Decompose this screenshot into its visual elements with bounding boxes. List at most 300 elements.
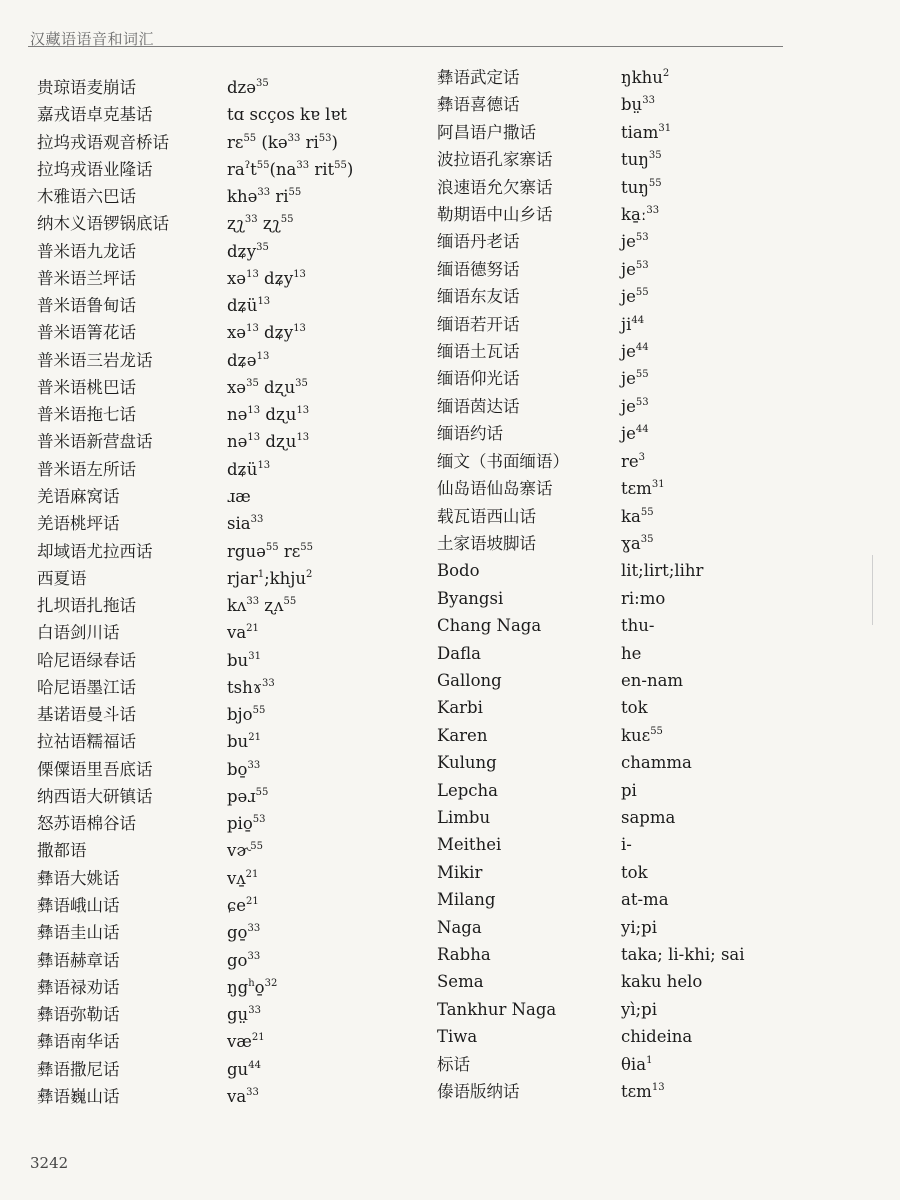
- language-name: Karen: [437, 725, 488, 745]
- tone-superscript: 33: [246, 596, 260, 608]
- word-form: [621, 313, 644, 337]
- form-text: bjo: [227, 705, 253, 725]
- form-text: yi;pi: [621, 917, 657, 937]
- tone-superscript: 21: [251, 1032, 265, 1044]
- word-form: [227, 131, 338, 155]
- language-name: 基诺语曼斗话: [37, 705, 136, 725]
- word-form: [227, 430, 309, 454]
- language-name: 缅文（书面缅语）: [437, 451, 569, 471]
- form-text: dʑy: [258, 323, 294, 343]
- word-form: [227, 921, 260, 945]
- language-name: 波拉语孔家寨话: [437, 150, 553, 170]
- form-text: lit;lirt;lihr: [621, 561, 704, 581]
- tone-superscript: 55: [334, 159, 347, 171]
- word-form: [227, 321, 306, 345]
- form-text: o̱: [254, 977, 265, 997]
- word-form: [227, 676, 275, 700]
- word-form: [227, 1085, 259, 1109]
- language-name: Karbi: [437, 698, 483, 718]
- tone-superscript: 55: [256, 159, 270, 171]
- form-text: go̱: [227, 923, 248, 943]
- language-name: 普米语兰坪话: [37, 268, 136, 288]
- tone-superscript: 2: [306, 568, 313, 580]
- word-form: [621, 1080, 665, 1104]
- form-text: dzə: [227, 78, 257, 97]
- word-form: [227, 376, 308, 400]
- form-text: je: [621, 369, 636, 389]
- form-text: sapma: [621, 807, 676, 827]
- language-name: 怒苏语棉谷话: [37, 814, 136, 834]
- word-form: [621, 861, 648, 885]
- form-text: i-: [621, 835, 632, 855]
- language-name: Milang: [437, 890, 496, 910]
- form-text: ŋg: [227, 977, 249, 997]
- form-text: dʑü: [227, 296, 258, 316]
- form-text: go: [227, 950, 248, 970]
- word-form: [621, 121, 671, 145]
- word-form: [621, 532, 653, 556]
- tone-superscript: 35: [256, 78, 269, 89]
- form-text: dʑy: [227, 241, 257, 261]
- tone-superscript: 53: [252, 814, 266, 826]
- language-name: 拉祜语糯福话: [37, 732, 136, 752]
- word-form: [621, 696, 648, 720]
- language-name: 普米语新营盘话: [37, 432, 153, 452]
- word-form: [621, 148, 662, 172]
- tone-superscript: 21: [246, 895, 259, 907]
- language-name: 普米语箐花话: [37, 323, 136, 343]
- language-name: 缅语土瓦话: [437, 342, 520, 362]
- tone-superscript: 44: [635, 342, 649, 354]
- tone-superscript: 13: [247, 432, 261, 444]
- word-form: [227, 185, 301, 209]
- word-form: [227, 567, 312, 591]
- tone-superscript: 13: [296, 405, 310, 417]
- language-name: 阿昌语户撒话: [437, 122, 536, 142]
- form-text: rjar: [227, 568, 258, 588]
- word-form: [621, 203, 659, 227]
- form-text: ri: [300, 132, 319, 152]
- language-name: 缅语仰光话: [437, 369, 520, 389]
- language-name: 缅语茵达话: [437, 396, 520, 416]
- word-form: [621, 1053, 652, 1077]
- word-form: [227, 267, 306, 291]
- form-text: xə: [227, 323, 247, 343]
- tone-superscript: 33: [262, 677, 275, 689]
- form-text: he: [621, 643, 642, 663]
- form-text: je: [621, 287, 636, 307]
- form-text: pi: [621, 780, 637, 800]
- form-text: en-nam: [621, 670, 684, 690]
- tone-superscript: 33: [296, 159, 310, 171]
- tone-superscript: 55: [288, 187, 302, 199]
- tone-superscript: 31: [248, 650, 261, 662]
- tone-superscript: 13: [246, 323, 259, 335]
- form-text: bo̱: [227, 759, 248, 779]
- tone-superscript: 31: [651, 479, 665, 491]
- word-form: [621, 477, 665, 501]
- tone-superscript: 13: [293, 268, 306, 280]
- tone-superscript: 44: [631, 314, 645, 326]
- word-form: [227, 758, 260, 782]
- form-text: dʐu: [260, 432, 297, 452]
- tone-superscript: 53: [318, 132, 332, 144]
- form-text: tɑ scços kɐ lɐt: [227, 105, 347, 125]
- form-text: nə: [227, 432, 248, 452]
- form-text: rguə: [227, 541, 266, 561]
- form-text: ra: [227, 159, 245, 179]
- language-name: Gallong: [437, 670, 502, 690]
- tone-superscript: 13: [246, 268, 259, 280]
- language-name: 土家语坡脚话: [437, 533, 536, 553]
- form-text: tiam: [621, 122, 659, 142]
- word-form: [227, 349, 269, 373]
- language-name: 勒期语中山乡话: [437, 205, 553, 225]
- form-text: rit: [309, 159, 335, 179]
- form-text: ji: [621, 314, 632, 334]
- form-text: pəɹ: [227, 786, 256, 806]
- language-name: 贵琼语麦崩话: [37, 78, 136, 97]
- language-name: 普米语鲁甸话: [37, 296, 136, 316]
- form-text: je: [621, 232, 636, 252]
- form-text: re: [621, 451, 639, 471]
- language-name: 傣语版纳话: [437, 1082, 520, 1102]
- language-name: 普米语桃巴话: [37, 377, 136, 397]
- form-text: tɛm: [621, 479, 652, 499]
- form-text: ri:mo: [621, 588, 666, 608]
- tone-superscript: 55: [300, 541, 313, 553]
- language-name: 彝语圭山话: [37, 923, 120, 943]
- word-form: [227, 212, 294, 236]
- form-text: dʑy: [258, 268, 294, 288]
- language-name: 纳西语大研镇话: [37, 786, 153, 806]
- form-text: dʑə: [227, 350, 257, 370]
- tone-superscript: 3: [638, 451, 646, 463]
- header-rule: [28, 46, 783, 47]
- form-text: væ: [227, 1032, 252, 1052]
- language-name: 普米语左所话: [37, 459, 136, 479]
- tone-superscript: 55: [265, 541, 279, 553]
- word-form: [227, 812, 266, 836]
- form-text: ɣa: [621, 533, 641, 553]
- word-form: [621, 970, 702, 994]
- form-text: (na: [269, 159, 297, 179]
- word-form: [621, 258, 649, 282]
- tone-superscript: 13: [257, 296, 271, 308]
- form-text: ɕe: [227, 895, 247, 915]
- tone-superscript: 33: [246, 1086, 259, 1098]
- language-name: 缅语德努话: [437, 259, 520, 279]
- language-name: 彝语大姚话: [37, 868, 120, 888]
- word-form: [621, 888, 669, 912]
- form-text: gṳ: [227, 1005, 249, 1025]
- form-text: dʑü: [227, 459, 258, 479]
- language-name: 彝语弥勒话: [37, 1005, 120, 1025]
- word-form: [227, 158, 353, 182]
- tone-superscript: 35: [246, 377, 259, 389]
- word-form: [621, 93, 655, 117]
- form-text: rɛ: [227, 132, 244, 152]
- tone-superscript: 53: [635, 232, 649, 244]
- tone-superscript: 33: [247, 950, 261, 962]
- tone-superscript: 2: [662, 68, 670, 79]
- word-form: [621, 751, 692, 775]
- word-form: [621, 806, 675, 830]
- tone-superscript: 21: [246, 623, 259, 635]
- language-name: 哈尼语绿春话: [37, 650, 136, 670]
- running-title: 汉藏语语音和词汇: [30, 30, 155, 48]
- word-form: [621, 395, 649, 419]
- language-name: 彝语巍山话: [37, 1086, 120, 1106]
- form-text: thu-: [621, 616, 655, 636]
- tone-superscript: 33: [642, 95, 655, 107]
- tone-superscript: 55: [243, 132, 257, 144]
- form-text: je: [621, 424, 636, 444]
- form-text: sia: [227, 514, 251, 534]
- language-name: 彝语撒尼话: [37, 1059, 120, 1079]
- language-name: 普米语九龙话: [37, 241, 136, 261]
- language-name: 嘉戎语卓克基话: [37, 105, 153, 125]
- word-form: [621, 176, 662, 200]
- form-text: khə: [227, 187, 258, 207]
- language-name: 彝语武定话: [437, 68, 520, 87]
- form-text: xə: [227, 268, 247, 288]
- word-form: [621, 285, 649, 309]
- language-name: 木雅语六巴话: [37, 187, 136, 207]
- language-name: 彝语赫章话: [37, 950, 120, 970]
- language-name: 载瓦语西山话: [437, 506, 536, 526]
- word-form: [227, 458, 270, 482]
- form-text: θia: [621, 1054, 647, 1074]
- word-form: [227, 949, 260, 973]
- form-text: je: [621, 342, 636, 362]
- form-text: bu: [227, 732, 249, 752]
- tone-superscript: 33: [287, 132, 301, 144]
- word-form: [621, 779, 637, 803]
- form-text: bu: [227, 650, 249, 670]
- form-text: ): [346, 159, 354, 179]
- form-text: tuŋ: [621, 177, 649, 197]
- word-form: [621, 450, 645, 474]
- language-name: Mikir: [437, 862, 483, 882]
- word-form: [227, 839, 263, 863]
- language-name: 拉坞戎语观音桥话: [37, 132, 169, 152]
- word-form: [227, 1058, 261, 1082]
- tone-superscript: 55: [255, 786, 269, 798]
- form-text: kʌ: [227, 596, 247, 616]
- language-name: 纳木义语锣锅底话: [37, 214, 169, 234]
- tone-superscript: 13: [651, 1082, 665, 1094]
- word-form: [621, 230, 649, 254]
- word-form: [227, 894, 259, 918]
- tone-superscript: 32: [264, 977, 278, 989]
- tone-superscript: 55: [635, 287, 649, 299]
- tone-superscript: 33: [248, 1005, 261, 1017]
- form-text: ʐʅ: [257, 214, 281, 234]
- form-text: ŋkhu: [621, 68, 663, 87]
- form-text: gu: [227, 1059, 249, 1079]
- form-text: ʐʌ: [259, 596, 284, 616]
- word-form: [227, 76, 269, 100]
- tone-superscript: ʔ: [244, 159, 251, 171]
- language-name: Kulung: [437, 753, 497, 773]
- language-name: 白语剑川话: [37, 623, 120, 643]
- form-text: chamma: [621, 753, 692, 773]
- tone-superscript: 33: [646, 205, 660, 217]
- form-text: je: [621, 396, 636, 416]
- form-text: t: [250, 159, 257, 179]
- word-form: [227, 867, 258, 891]
- form-text: taka; li-khi; sai: [621, 945, 745, 964]
- tone-superscript: 33: [247, 923, 261, 935]
- language-name: 羌语桃坪话: [37, 514, 120, 534]
- tone-superscript: 31: [658, 122, 672, 134]
- word-form: [621, 669, 683, 693]
- form-text: ka̱ː: [621, 205, 647, 225]
- form-text: tuŋ: [621, 150, 649, 170]
- tone-superscript: 13: [293, 323, 306, 335]
- language-name: 却域语尤拉西话: [37, 541, 153, 561]
- form-text: tɛm: [621, 1082, 652, 1102]
- language-name: 拉坞戎语业隆话: [37, 159, 153, 179]
- language-name: 标话: [437, 1054, 470, 1074]
- word-form: [227, 703, 265, 727]
- language-name: Meithei: [437, 835, 502, 855]
- language-name: 浪速语允欠寨话: [437, 177, 553, 197]
- word-form: [621, 614, 654, 638]
- language-name: Bodo: [437, 561, 480, 581]
- tone-superscript: 55: [640, 506, 654, 518]
- tone-superscript: 1: [257, 568, 265, 580]
- form-text: ʐʅ: [227, 214, 245, 234]
- word-form: [621, 587, 665, 611]
- tone-superscript: 55: [648, 177, 662, 189]
- language-name: 彝语喜德话: [437, 95, 520, 115]
- tone-superscript: 55: [280, 214, 294, 226]
- language-name: 缅语约话: [437, 424, 503, 444]
- tone-superscript: 21: [245, 868, 259, 880]
- tone-superscript: 35: [256, 241, 269, 253]
- tone-superscript: 13: [296, 432, 310, 444]
- form-text: bṳ: [621, 95, 643, 115]
- tone-superscript: 55: [650, 725, 663, 737]
- form-text: je: [621, 259, 636, 279]
- form-text: tshɤ: [227, 677, 263, 697]
- word-form: [227, 785, 268, 809]
- language-name: 缅语东友话: [437, 287, 520, 307]
- language-name: Chang Naga: [437, 616, 542, 636]
- form-text: tok: [621, 862, 648, 882]
- tone-superscript: 13: [247, 405, 261, 417]
- form-text: tok: [621, 698, 648, 718]
- word-form: [227, 103, 347, 127]
- form-text: pio̱: [227, 814, 253, 834]
- tone-superscript: h: [248, 977, 255, 989]
- language-name: Limbu: [437, 807, 491, 827]
- language-name: Sema: [437, 972, 484, 992]
- word-form: [227, 485, 251, 509]
- word-form: [227, 1030, 265, 1054]
- tone-superscript: 33: [250, 514, 264, 526]
- form-text: va: [227, 623, 247, 643]
- word-form: [621, 724, 663, 748]
- language-name: Lepcha: [437, 780, 498, 800]
- language-name: 彝语禄劝话: [37, 977, 120, 997]
- tone-superscript: 44: [248, 1059, 261, 1071]
- tone-superscript: 44: [635, 424, 649, 436]
- form-text: yì;pi: [621, 999, 657, 1019]
- language-name: 傈僳语里吾底话: [37, 759, 153, 779]
- page-number: 3242: [30, 1154, 69, 1172]
- form-text: vʌ̱: [227, 868, 246, 888]
- word-form: [621, 505, 654, 529]
- form-text: ri: [270, 187, 289, 207]
- form-text: kaku helo: [621, 972, 703, 992]
- language-name: 扎坝语扎拖话: [37, 596, 136, 616]
- tone-superscript: 53: [635, 259, 649, 271]
- word-form: [621, 1025, 692, 1049]
- form-text: xə: [227, 377, 247, 397]
- tone-superscript: 33: [247, 759, 261, 771]
- form-text: ): [331, 132, 338, 152]
- tone-superscript: 33: [244, 214, 258, 226]
- tone-superscript: 55: [250, 841, 263, 853]
- tone-superscript: 21: [248, 732, 261, 744]
- form-text: ;khju: [264, 568, 307, 588]
- tone-superscript: 35: [640, 533, 654, 545]
- language-name: Tankhur Naga: [437, 999, 557, 1019]
- language-name: Tiwa: [437, 1027, 478, 1047]
- word-form: [227, 512, 263, 536]
- form-text: ɹæ: [227, 486, 251, 506]
- language-name: Naga: [437, 917, 482, 937]
- word-form: [227, 1003, 261, 1027]
- language-name: 羌语麻窝话: [37, 486, 120, 506]
- language-name: 彝语南华话: [37, 1032, 120, 1052]
- tone-superscript: 53: [635, 396, 649, 408]
- word-form: [621, 559, 703, 583]
- form-text: ka: [621, 506, 641, 526]
- page-edge-shadow: [872, 555, 873, 625]
- language-name: 撒都语: [37, 841, 87, 861]
- word-form: [621, 367, 649, 391]
- language-name: 仙岛语仙岛寨话: [437, 479, 553, 499]
- word-form: [227, 294, 270, 318]
- language-name: 西夏语: [37, 568, 87, 588]
- word-form: [621, 422, 649, 446]
- language-name: 缅语丹老话: [437, 232, 520, 252]
- tone-superscript: 1: [646, 1054, 653, 1066]
- tone-superscript: 13: [256, 350, 270, 362]
- language-name: 普米语拖七话: [37, 405, 136, 425]
- form-text: dʐu: [260, 405, 297, 425]
- word-form: [621, 642, 641, 666]
- word-form: [621, 943, 745, 967]
- form-text: dʐu: [258, 377, 296, 397]
- word-form: [227, 730, 261, 754]
- form-text: kuɛ: [621, 725, 651, 745]
- word-form: [227, 403, 309, 427]
- form-text: nə: [227, 405, 248, 425]
- language-name: Rabha: [437, 945, 491, 964]
- language-name: 哈尼语墨江话: [37, 677, 136, 697]
- language-name: 普米语三岩龙话: [37, 350, 153, 370]
- word-form: [621, 340, 649, 364]
- language-name: 彝语峨山话: [37, 895, 120, 915]
- word-form: [227, 976, 277, 1000]
- tone-superscript: 35: [648, 150, 662, 162]
- word-form: [621, 66, 669, 90]
